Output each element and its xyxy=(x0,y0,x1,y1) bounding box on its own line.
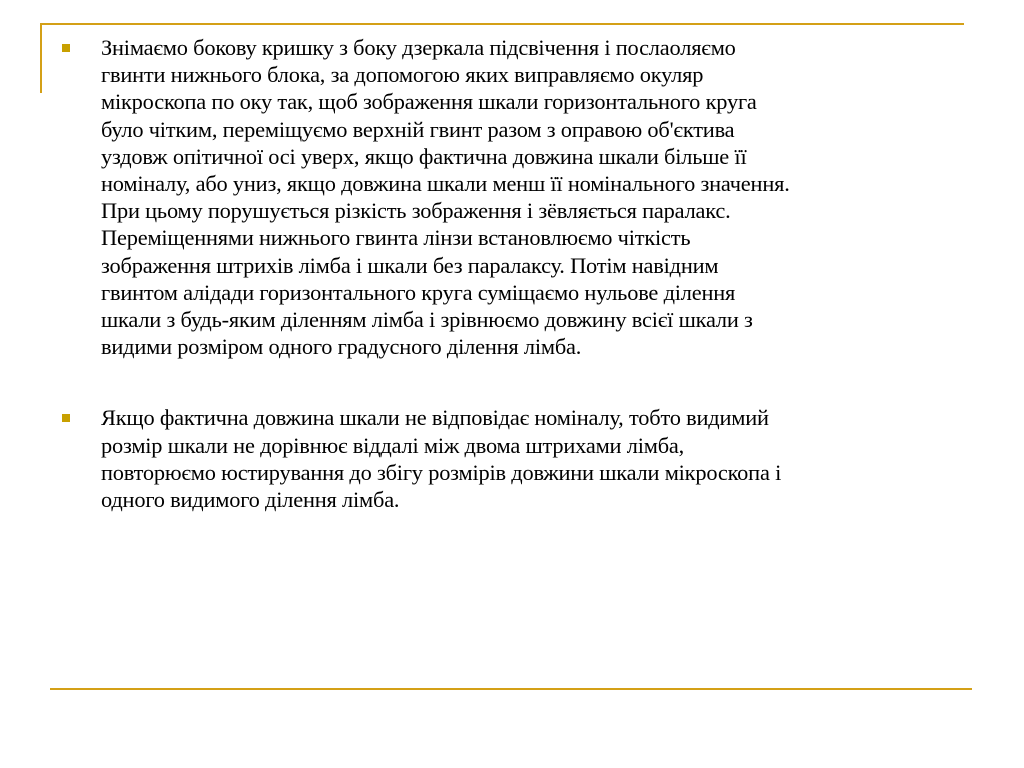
text-line: Знімаємо бокову кришку з боку дзеркала підсвічення і послаоляємо xyxy=(101,35,736,60)
left-rule xyxy=(40,23,42,93)
text-line: номіналу, або униз, якщо довжина шкали менш її номінального значення. xyxy=(101,171,790,197)
bullet-item-1 xyxy=(62,34,997,360)
text-line: видими розміром одного градусного ділення лімба. xyxy=(101,334,582,360)
bullet-item-2 xyxy=(62,404,997,513)
text-line: Якщо фактична довжина шкали не відповідає номіналу, тобто видимий xyxy=(101,405,769,431)
text-line: зображення штрихів лімба і шкали без паралаксу. Потім навідним xyxy=(101,252,719,278)
text-line: При цьому порушується різкість зображення і зёвляється паралакс. xyxy=(101,198,731,224)
text-line: одного видимого ділення лімба. xyxy=(101,487,400,513)
bottom-rule xyxy=(50,688,972,690)
text-line: мікроскопа по оку так, щоб зображення шкали горизонтального круга xyxy=(101,89,757,115)
text-line: шкали з будь-яким діленням лімба і зрівнюємо довжину всієї шкали з xyxy=(101,307,753,333)
text-line: було чітким, переміщуємо верхній гвинт разом з оправою об'єктива xyxy=(101,116,735,142)
square-bullet-icon xyxy=(62,44,70,52)
bullet-text xyxy=(101,34,997,360)
text-line: гвинти нижнього блока, за допомогою яких виправляємо окуляр xyxy=(101,62,704,88)
text-line: уздовж опітичної осі уверх, якщо фактична довжина шкали більше її xyxy=(101,143,747,169)
text-line: Переміщеннями нижнього гвинта лінзи встановлюємо чіткість xyxy=(101,225,691,251)
slide-body xyxy=(62,34,997,513)
text-line: розмір шкали не дорівнює віддалі між двома штрихами лімба, xyxy=(101,432,685,458)
text-line: гвинтом алідади горизонтального круга суміщаємо нульове ділення xyxy=(101,279,736,305)
square-bullet-icon xyxy=(62,414,70,422)
text-line: повторюємо юстирування до збігу розмірів довжини шкали мікроскопа і xyxy=(101,459,782,485)
top-rule xyxy=(40,23,964,25)
bullet-text xyxy=(101,404,997,513)
